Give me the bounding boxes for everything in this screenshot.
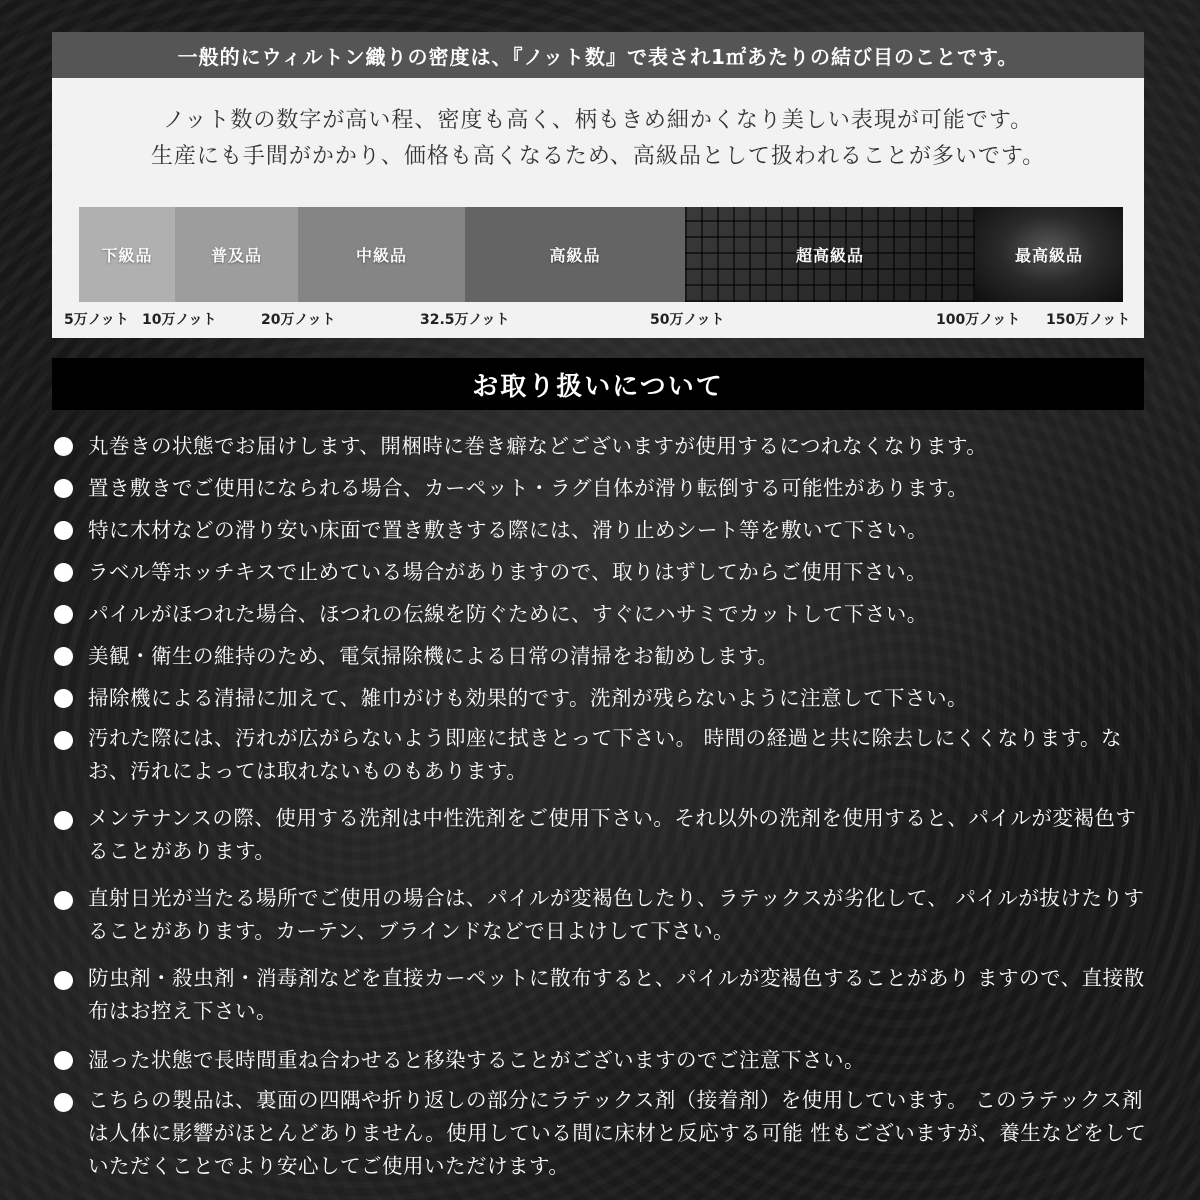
density-description-line: ノット数の数字が高い程、密度も高く、柄もきめ細かくなり美しい表現が可能です。 bbox=[162, 108, 1034, 133]
note-text: 汚れた際には、汚れが広がらないよう即座に拭きとって下さい。 時間の経過と共に除去しにくくなります。なお、汚れによっては取れないものもあります。 bbox=[88, 726, 1122, 783]
grade-standard: 普及品 bbox=[175, 207, 298, 302]
note-text: メンテナンスの際、使用する洗剤は中性洗剤をご使用下さい。それ以外の洗剤を使用すると、パイルが変褐色することがあります。 bbox=[88, 806, 1137, 863]
list-item bbox=[52, 638, 1152, 674]
grade-scale-bar bbox=[79, 207, 1123, 302]
list-item bbox=[52, 962, 1152, 1028]
list-item bbox=[52, 470, 1152, 506]
density-header: 一般的にウィルトン織りの密度は、『ノット数』で表され1㎡あたりの結び目のことです。 bbox=[52, 32, 1144, 78]
list-item bbox=[52, 512, 1152, 548]
knot-density-panel bbox=[52, 32, 1144, 338]
knot-label: 5万ノット bbox=[64, 312, 129, 328]
bullet-icon bbox=[54, 605, 73, 624]
list-item bbox=[52, 882, 1152, 948]
note-text: 湿った状態で長時間重ね合わせると移染することがございますのでご注意下さい。 bbox=[88, 1048, 865, 1072]
bullet-icon bbox=[54, 437, 73, 456]
knot-label: 100万ノット bbox=[936, 312, 1021, 328]
note-text: 置き敷きでご使用になられる場合、カーペット・ラグ自体が滑り転倒する可能性があります。 bbox=[88, 476, 969, 500]
bullet-icon bbox=[54, 1093, 73, 1112]
list-item bbox=[52, 1084, 1152, 1183]
knot-label: 50万ノット bbox=[650, 312, 725, 328]
list-item bbox=[52, 802, 1152, 868]
bullet-icon bbox=[54, 563, 73, 582]
note-text: 掃除機による清掃に加えて、雑巾がけも効果的です。洗剤が残らないように注意して下さい。 bbox=[88, 686, 968, 710]
note-text: 直射日光が当たる場所でご使用の場合は、パイルが変褐色したり、ラテックスが劣化して、 パイルが抜けたりすることがあります。カーテン、ブラインドなどで日よけして下さい。 bbox=[88, 886, 1145, 943]
bullet-icon bbox=[54, 891, 73, 910]
grade-super-high: 超高級品 bbox=[685, 207, 975, 302]
handling-notes-list bbox=[52, 428, 1152, 1189]
note-text: 美観・衛生の維持のため、電気掃除機による日常の清掃をお勧めします。 bbox=[88, 644, 779, 668]
grade-mid: 中級品 bbox=[298, 207, 465, 302]
density-description bbox=[52, 78, 1144, 175]
bullet-icon bbox=[54, 521, 73, 540]
list-item bbox=[52, 680, 1152, 716]
bullet-icon bbox=[54, 479, 73, 498]
note-text: こちらの製品は、裏面の四隅や折り返しの部分にラテックス剤（接着剤）を使用しています。 このラテックス剤は人体に影響がほとんどありません。使用している間に床材と反応する可能 性もございますが、養生などをしていただくことでより安心してご使用いただけます。 bbox=[88, 1088, 1147, 1178]
note-text: ラベル等ホッチキスで止めている場合がありますので、取りはずしてからご使用下さい。 bbox=[88, 560, 928, 584]
bullet-icon bbox=[54, 971, 73, 990]
list-item bbox=[52, 428, 1152, 464]
list-item bbox=[52, 722, 1152, 788]
handling-title: お取り扱いについて bbox=[52, 358, 1144, 410]
bullet-icon bbox=[54, 689, 73, 708]
knot-label: 20万ノット bbox=[261, 312, 336, 328]
knot-label: 150万ノット bbox=[1046, 312, 1131, 328]
list-item bbox=[52, 596, 1152, 632]
density-description-line: 生産にも手間がかかり、価格も高くなるため、高級品として扱われることが多いです。 bbox=[150, 144, 1046, 169]
grade-top: 最高級品 bbox=[975, 207, 1123, 302]
note-text: 特に木材などの滑り安い床面で置き敷きする際には、滑り止めシート等を敷いて下さい。 bbox=[88, 518, 928, 542]
knot-label: 10万ノット bbox=[142, 312, 217, 328]
bullet-icon bbox=[54, 1051, 73, 1070]
note-text: パイルがほつれた場合、ほつれの伝線を防ぐために、すぐにハサミでカットして下さい。 bbox=[88, 602, 928, 626]
knot-label: 32.5万ノット bbox=[420, 312, 510, 328]
bullet-icon bbox=[54, 647, 73, 666]
note-text: 防虫剤・殺虫剤・消毒剤などを直接カーペットに散布すると、パイルが変褐色することがあり ますので、直接散布はお控え下さい。 bbox=[88, 966, 1145, 1023]
bullet-icon bbox=[54, 811, 73, 830]
list-item bbox=[52, 1042, 1152, 1078]
list-item bbox=[52, 554, 1152, 590]
note-text: 丸巻きの状態でお届けします、開梱時に巻き癖などございますが使用するにつれなくなります。 bbox=[88, 434, 988, 458]
grade-high: 高級品 bbox=[465, 207, 685, 302]
grade-low: 下級品 bbox=[79, 207, 175, 302]
bullet-icon bbox=[54, 731, 73, 750]
